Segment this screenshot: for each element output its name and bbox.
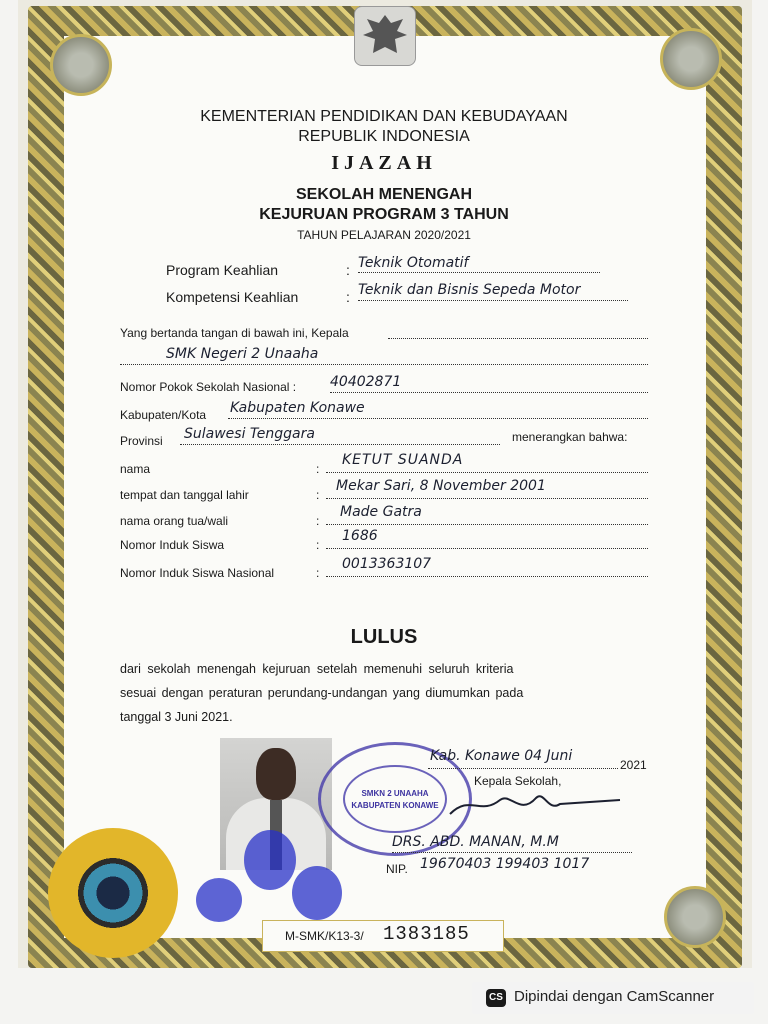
birth-label: tempat dan tanggal lahir [120,488,249,502]
regency-dotted-line [228,418,648,419]
province-label: Provinsi [120,434,163,448]
result-text-line-2: sesuai dengan peraturan perundang-undangan yang diumumkan pada [120,686,524,700]
tut-wuri-handayani-seal-icon [48,828,178,958]
result-text-line-3: tanggal 3 Juni 2021. [120,710,233,724]
program-colon: : [346,262,350,278]
declaration-text: menerangkan bahwa: [512,430,628,444]
principal-role: Kepala Sekolah, [474,774,562,788]
npsn-value: 40402871 [330,374,402,390]
thumbprint-3 [196,878,242,922]
province-value: Sulawesi Tenggara [184,426,315,442]
academic-year: TAHUN PELAJARAN 2020/2021 [297,228,471,242]
ministry-heading: KEMENTERIAN PENDIDIKAN DAN KEBUDAYAAN [200,108,568,125]
nisn-dotted-line [326,576,648,577]
birth-value: Mekar Sari, 8 November 2001 [336,478,546,494]
province-dotted-line [180,444,500,445]
camscanner-watermark [472,982,754,1014]
birth-colon: : [316,488,320,502]
regency-label: Kabupaten/Kota [120,408,207,422]
competency-value: Teknik dan Bisnis Sepeda Motor [358,282,581,298]
student-name-colon: : [316,462,320,476]
country-heading: REPUBLIK INDONESIA [298,128,470,145]
intro-dotted-line [388,338,648,339]
nis-colon: : [316,538,320,552]
program-label: Program Keahlian [166,262,279,278]
stamp-text-line-2: KABUPATEN KONAWE [351,801,439,810]
parent-label: nama orang tua/wali [120,514,229,528]
principal-name: DRS. ABD. MANAN, M.M [392,834,559,850]
nip-value: 19670403 199403 1017 [420,856,590,872]
thumbprint-2 [292,866,342,920]
school-name-dotted-line [120,364,648,365]
nisn-colon: : [316,566,320,580]
parent-dotted-line [326,524,648,525]
student-name-dotted-line [326,472,648,473]
npsn-dotted-line [330,392,648,393]
serial-number: 1383185 [383,923,470,945]
serial-number-box [262,920,504,952]
nip-label: NIP. [386,862,408,876]
school-type-line-1: SEKOLAH MENENGAH [295,186,472,203]
regency-value: Kabupaten Konawe [230,400,365,416]
graduation-status: LULUS [350,626,418,648]
serial-prefix: M-SMK/K13-3/ [285,929,364,943]
competency-label: Kompetensi Keahlian [166,289,299,305]
principal-intro: Yang bertanda tangan di bawah ini, Kepala [120,326,349,340]
student-name-value: KETUT SUANDA [342,452,464,468]
program-value: Teknik Otomatif [358,255,469,271]
nis-value: 1686 [342,528,378,544]
nis-label: Nomor Induk Siswa [120,538,225,552]
document-title: IJAZAH [331,152,437,174]
sign-place-date: Kab. Konawe 04 Juni [430,748,573,764]
birth-dotted-line [326,498,648,499]
npsn-label: Nomor Pokok Sekolah Nasional : [120,380,297,394]
nisn-label: Nomor Induk Siswa Nasional [120,566,275,580]
school-name: SMK Negeri 2 Unaaha [166,346,319,362]
nisn-value: 0013363107 [342,556,432,572]
sign-date-dotted-line [428,768,618,769]
competency-colon: : [346,289,350,305]
student-name-label: nama [120,462,151,476]
camscanner-label: Dipindai dengan CamScanner [514,988,715,1005]
nis-dotted-line [326,548,648,549]
result-text-line-1: dari sekolah menengah kejuruan setelah memenuhi seluruh kriteria [120,662,514,676]
principal-name-dotted-line [392,852,632,853]
stamp-text-line-1: SMKN 2 UNAAHA [361,789,429,798]
competency-dotted-line [358,300,628,301]
parent-colon: : [316,514,320,528]
parent-value: Made Gatra [340,504,422,520]
program-dotted-line [358,272,600,273]
thumbprint-1 [244,830,296,890]
principal-signature [440,786,630,826]
sign-year: 2021 [620,758,647,772]
camscanner-icon: CS [486,989,506,1007]
school-type-line-2: KEJURUAN PROGRAM 3 TAHUN [259,206,509,223]
